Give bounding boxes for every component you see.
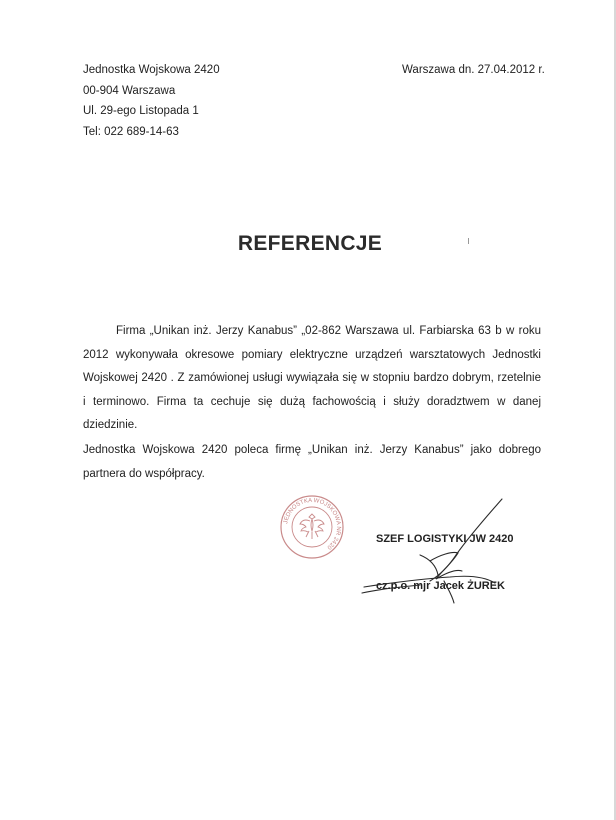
signatory-name: cz.p.o. mjr Jacek ŻUREK: [376, 580, 505, 592]
eagle-emblem-icon: [300, 514, 324, 539]
sender-line-postcode: 00-904 Warszawa: [83, 84, 176, 97]
sender-line-unit: Jednostka Wojskowa 2420: [83, 64, 220, 76]
signatory-title: SZEF LOGISTYKI JW 2420: [376, 533, 514, 545]
handwritten-signature-icon: [360, 495, 510, 610]
scan-speck: [468, 238, 469, 244]
seal-text: JEDNOSTKA WOJSKOWA NR 2420: [283, 497, 342, 551]
document-title: REFERENCJE: [237, 232, 383, 255]
letter-body: [83, 320, 541, 486]
body-paragraph-1: Firma „Unikan inż. Jerzy Kanabus” „02-862 Warszawa ul. Farbiarska 63 b w roku 2012 wykonywała okresowe pomiary elektryczne urządzeń warsztatowych Jednostki Wojskowej 2420 . Z zamówionej usługi wywiązała się w stopniu bardzo dobrym, rzetelnie i terminowo. Firma ta cechuje się dużą fachowością i służy doradztwem w danej dziedzinie.: [83, 325, 541, 432]
sender-line-phone: Tel: 022 689-14-63: [83, 126, 179, 139]
official-seal-icon: [279, 494, 345, 560]
sender-line-street: Ul. 29-ego Listopada 1: [83, 105, 199, 118]
sender-address-block: [83, 60, 220, 143]
place-date: Warszawa dn. 27.04.2012 r.: [402, 64, 545, 76]
body-paragraph-2: Jednostka Wojskowa 2420 poleca firmę „Unikan inż. Jerzy Kanabus” jako dobrego partnera do współpracy.: [83, 443, 541, 480]
